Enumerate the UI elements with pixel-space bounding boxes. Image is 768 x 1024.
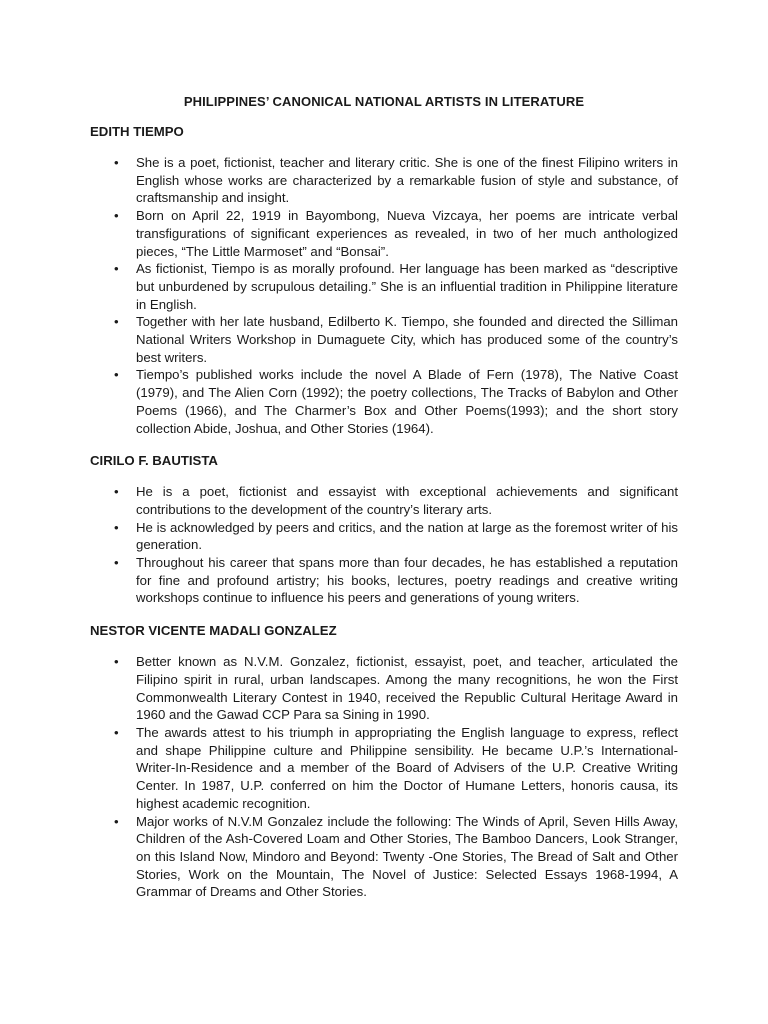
bullet-glyph: • bbox=[114, 155, 119, 170]
bullet-glyph: • bbox=[114, 208, 119, 224]
list-item bbox=[90, 519, 678, 554]
list-item bbox=[90, 653, 678, 724]
section-cirilo-bautista bbox=[90, 452, 678, 607]
page-title: PHILIPPINES’ CANONICAL NATIONAL ARTISTS IN LITERATURE bbox=[183, 94, 585, 109]
list-item bbox=[90, 483, 678, 518]
bullet-glyph: • bbox=[114, 314, 119, 330]
list-item bbox=[90, 724, 678, 813]
bullet-glyph: • bbox=[114, 813, 119, 829]
list-item bbox=[90, 813, 678, 902]
list-item bbox=[90, 154, 678, 207]
section-heading: NESTOR VICENTE MADALI GONZALEZ bbox=[90, 623, 337, 639]
list-item-text: Better known as N.V.M. Gonzalez, fictionist, essayist, poet, and teacher, articulated the Filipino spirit in rural, urban landscapes. Among the many recognitions, he won the First Commonwealth Literary Contest in 1940, received the Republic Cultural Heritage Award in 1960 and the Gawad CCP Para sa Sining in 1990. bbox=[136, 654, 678, 723]
list-item-text: She is a poet, fictionist, teacher and literary critic. She is one of the finest Filipino writers in English whose works are characterized by a remarkable fusion of style and substance, of craftsmanship and insight. bbox=[136, 155, 678, 206]
section-heading: CIRILO F. BAUTISTA bbox=[90, 453, 218, 469]
list-item-text: Born on April 22, 1919 in Bayombong, Nueva Vizcaya, her poems are intricate verbal transfigurations of significant experiences as revealed, in two of her much anthologized pieces, “The Little Marmoset” and “Bonsai”. bbox=[136, 208, 678, 259]
list-item-text: Major works of N.V.M Gonzalez include the following: The Winds of April, Seven Hills Away, Children of the Ash-Covered Loam and Other Stories, The Bamboo Dancers, Look Stranger, on this Island Now, Mindoro and Beyond: Twenty -One Stories, The Bread of Salt and Other Stories, Work on the Mountain, The Novel of Justice: Selected Essays 1968-1994, A Grammar of Dreams and Other Stories. bbox=[136, 813, 678, 900]
section-heading: EDITH TIEMPO bbox=[90, 124, 184, 139]
list-item-text: He is a poet, fictionist and essayist with exceptional achievements and significant contributions to the development of the country’s literary arts. bbox=[136, 484, 678, 517]
section-edith-tiempo bbox=[90, 123, 678, 437]
bullet-glyph: • bbox=[114, 654, 119, 670]
bullet-glyph: • bbox=[114, 724, 119, 740]
bullet-list bbox=[90, 483, 678, 607]
bullet-list bbox=[90, 154, 678, 437]
bullet-glyph: • bbox=[114, 367, 119, 383]
section-nvm-gonzalez bbox=[90, 622, 678, 901]
bullet-glyph: • bbox=[114, 519, 119, 535]
list-item bbox=[90, 554, 678, 607]
list-item-text: As fictionist, Tiempo is as morally profound. Her language has been marked as “descriptive but unburdened by scrupulous detailing.” She is an influential tradition in Philippine literature in English. bbox=[136, 261, 678, 312]
list-item-text: He is acknowledged by peers and critics, and the nation at large as the foremost writer of his generation. bbox=[136, 519, 678, 553]
bullet-glyph: • bbox=[114, 555, 119, 571]
bullet-glyph: • bbox=[114, 261, 119, 277]
list-item bbox=[90, 260, 678, 313]
list-item bbox=[90, 207, 678, 260]
list-item-text: Throughout his career that spans more than four decades, he has established a reputation for fine and profound artistry; his books, lectures, poetry readings and creative writing workshops continue to influence his peers and generations of young writers. bbox=[136, 555, 678, 606]
list-item bbox=[90, 366, 678, 437]
list-item-text: Tiempo’s published works include the novel A Blade of Fern (1978), The Native Coast (1979), and The Alien Corn (1992); the poetry collections, The Tracks of Babylon and Other Poems (1966), and The Charmer’s Box and Other Poems(1993); and the short story collection Abide, Joshua, and Other Stories (1964). bbox=[136, 367, 678, 436]
list-item bbox=[90, 313, 678, 366]
bullet-glyph: • bbox=[114, 484, 119, 500]
list-item-text: The awards attest to his triumph in appropriating the English language to express, reflect and shape Philippine culture and Philippine sensibility. He became U.P.’s International-Writer-In-Residence and a member of the Board of Advisers of the U.P. Creative Writing Center. In 1987, U.P. conferred on him the Doctor of Humane Letters, honoris causa, its highest academic recognition. bbox=[136, 724, 678, 811]
list-item-text: Together with her late husband, Edilberto K. Tiempo, she founded and directed the Silliman National Writers Workshop in Dumaguete City, which has produced some of the country’s best writers. bbox=[136, 314, 678, 365]
bullet-list bbox=[90, 653, 678, 901]
